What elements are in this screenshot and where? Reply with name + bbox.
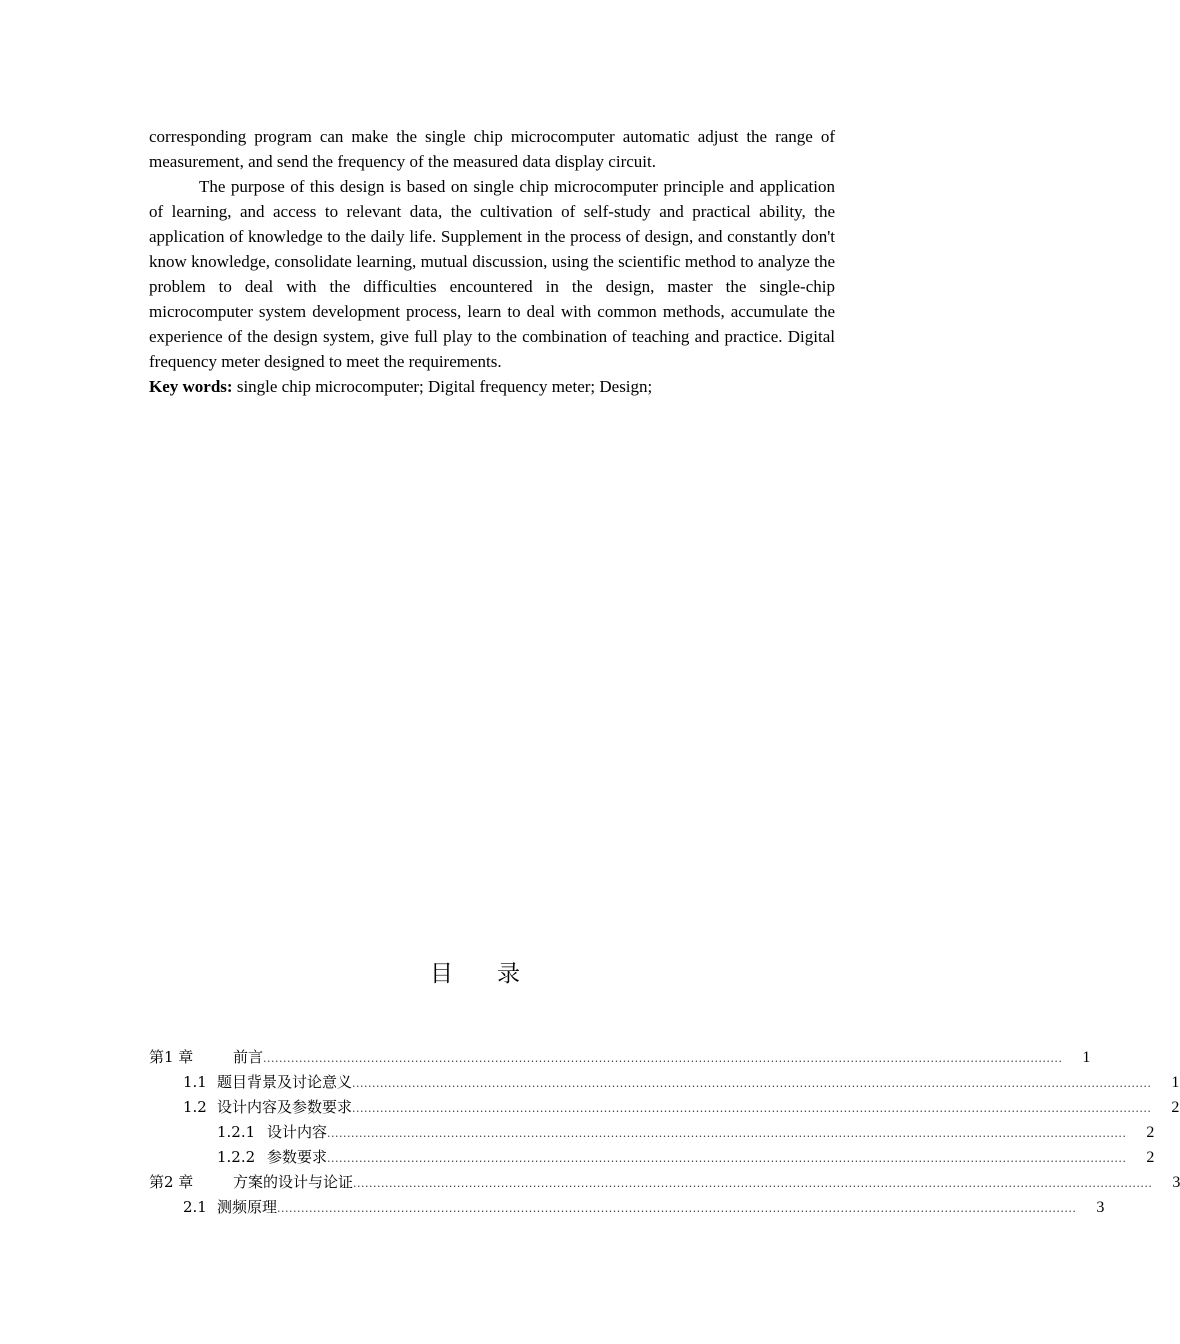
toc-leader-dots: ........................................................................................................................................................................................................ [327, 1152, 1127, 1165]
toc-entry-page: 2 [1146, 1149, 1155, 1166]
keywords-text: single chip microcomputer; Digital frequency meter; Design; [232, 377, 653, 396]
toc-entry-label [149, 1045, 263, 1070]
toc-entry-page: 3 [1172, 1174, 1180, 1191]
toc-entry[interactable] [149, 1070, 1180, 1095]
toc-leader-dots: ........................................................................................................................................................................................................ [352, 1077, 1152, 1090]
toc-entry-number: 1.2.2 [217, 1148, 256, 1166]
toc-entry-title: 前言 [233, 1048, 264, 1066]
toc-title [0, 955, 950, 988]
toc-entry[interactable] [149, 1195, 1105, 1220]
toc-entry-number: 第2 章 [149, 1173, 194, 1191]
abstract-section [149, 124, 835, 399]
toc-title-char-1: 目 [430, 961, 453, 987]
toc-leader-dots: ........................................................................................................................................................................................................ [327, 1127, 1127, 1140]
toc-entry-page: 2 [1171, 1099, 1180, 1116]
abstract-paragraph-2: The purpose of this design is based on single chip microcomputer principle and application of learning, and access to relevant data, the cultivation of self-study and practical ability, the application of knowledge to the daily life. Supplement in the process of design, and constantly don't know knowledge, consolidate learning, mutual discussion, using the scientific method to analyze the problem to deal with the difficulties encountered in the design, master the single-chip microcomputer system development process, learn to deal with common methods, accumulate the experience of the design system, give full play to the combination of teaching and practice. Digital frequency meter designed to meet the requirements. [149, 177, 835, 371]
toc-entry[interactable] [149, 1170, 1180, 1195]
toc-entry-label [183, 1070, 352, 1095]
toc-entry[interactable] [149, 1145, 1155, 1170]
toc-entry-label [183, 1195, 277, 1220]
toc-entry[interactable] [149, 1095, 1180, 1120]
abstract-paragraph-1: corresponding program can make the single chip microcomputer automatic adjust the range of measurement, and send the frequency of the measured data display circuit. [149, 127, 835, 171]
keywords-line [149, 374, 835, 399]
toc-entry-label [149, 1170, 353, 1195]
toc-entry-label [217, 1145, 327, 1170]
toc-entry[interactable] [149, 1120, 1155, 1145]
toc-entry-page: 2 [1146, 1124, 1155, 1141]
toc-entry-page: 1 [1082, 1049, 1091, 1066]
toc-entry-number: 2.1 [183, 1198, 207, 1216]
toc-entry-label [183, 1095, 352, 1120]
toc-entry-title: 方案的设计与论证 [233, 1173, 354, 1191]
toc-entry-title: 设计内容 [267, 1123, 328, 1141]
toc-entry-page: 1 [1171, 1074, 1180, 1091]
toc-leader-dots: ........................................................................................................................................................................................................ [353, 1177, 1153, 1190]
toc-entry-number: 1.2.1 [217, 1123, 256, 1141]
toc-entry-label [217, 1120, 327, 1145]
toc-entry-title: 测频原理 [217, 1198, 278, 1216]
toc-entry-number: 第1 章 [149, 1048, 194, 1066]
toc-entry-number: 1.2 [183, 1098, 207, 1116]
table-of-contents [149, 1045, 1180, 1220]
toc-leader-dots: ........................................................................................................................................................................................................ [263, 1052, 1063, 1065]
toc-leader-dots: ........................................................................................................................................................................................................ [277, 1202, 1077, 1215]
toc-entry-page: 3 [1096, 1199, 1105, 1216]
toc-entry[interactable] [149, 1045, 1091, 1070]
toc-entry-title: 参数要求 [267, 1148, 328, 1166]
toc-entry-title: 题目背景及讨论意义 [217, 1073, 353, 1091]
keywords-label: Key words: [149, 377, 233, 396]
toc-entry-title: 设计内容及参数要求 [217, 1098, 353, 1116]
toc-title-char-2: 录 [497, 961, 520, 987]
toc-leader-dots: ........................................................................................................................................................................................................ [352, 1102, 1152, 1115]
toc-entry-number: 1.1 [183, 1073, 207, 1091]
